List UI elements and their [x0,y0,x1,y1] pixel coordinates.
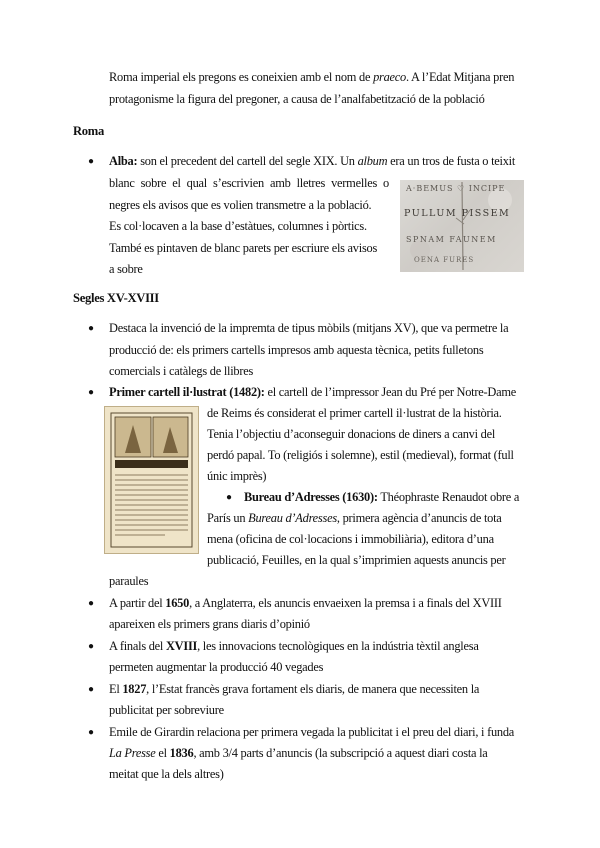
poster-illustration-icon [105,407,198,553]
bullet: ● [88,641,95,652]
bullet: ● [88,323,95,334]
inscription-line: SPNAM FAUNEM [406,235,497,244]
bullet: ● [88,598,95,609]
segles-item-1-line-1: Destaca la invenció de la impremta de tipus mòbils (mitjans XV), que va permetre la [109,321,509,335]
segles-item-2-line-3: Tenia l’objectiu d’aconseguir donacions de diners a canvi del [207,427,496,441]
segles-item-4-line-2: apareixen els primers grans diaris d’opinió [109,617,310,631]
intro-line-2: protagonisme la figura del pregoner, a causa de l’analfabetització de la població [109,92,485,106]
segles-item-1-line-3: comercials i catàlegs de llibres [109,364,254,378]
album-line-5: També es pintaven de blanc parets per escriure els avisos [109,241,378,255]
segles-item-3-line-5: paraules [109,574,149,588]
segles-item-4-line-1: A partir del 1650, a Anglaterra, els anuncis envaeixen la premsa i a finals del XVIII [109,596,502,610]
segles-item-2-line-2: de Reims és considerat el primer cartell il·lustrat de la història. [207,406,502,420]
segles-item-5-line-2: permeten augmentar la producció 40 vegades [109,660,324,674]
inscription-line: PULLUM PISSEM [404,208,511,219]
bullet: ● [88,156,95,167]
album-line-1: Alba: son el precedent del cartell del segle XIX. Un album era un tros de fusta o teixit [109,154,516,168]
section-heading-roma: Roma [73,124,104,138]
segles-item-2-line-1: Primer cartell il·lustrat (1482): el cartell de l’impressor Jean du Pré per Notre-Dame [109,385,516,399]
segles-item-7-line-1: Emile de Girardin relaciona per primera vegada la publicitat i el preu del diari, i funda [109,725,515,739]
inscription-line: OENA FURES [414,256,475,264]
segles-item-5-line-1: A finals del XVIII, les innovacions tecnològiques en la indústria tèxtil anglesa [109,639,479,653]
segles-item-7-line-2: La Presse el 1836, amb 3/4 parts d’anuncis (la subscripció a aquest diari costa la [109,746,488,760]
segles-item-3-line-3: mena (oficina de col·locacions i immobiliària), editora d’una [207,532,494,546]
section-heading-segles: Segles XV-XVIII [73,291,159,305]
segles-item-7-line-3: meitat que la dels altres) [109,767,224,781]
album-line-3: negres els avisos que es volien transmetre a la població. [109,198,372,212]
bullet: ● [88,684,95,695]
segles-item-3-line-1: Bureau d’Adresses (1630): Théophraste Renaudot obre a [244,490,520,504]
album-line-2: blanc sobre el qual s’escrivien amb lletres vermelles o [109,176,389,190]
segles-item-3-line-2: París un Bureau d’Adresses, primera agència d’anuncis de tota [207,511,502,525]
segles-item-3-line-4: publicació, Feuilles, en la qual s’imprimien aquests anuncis per [207,553,506,567]
segles-item-2-line-4: perdó papal. To (religiós i solemne), estil (medieval), format (full [207,448,514,462]
roman-inscription-image [400,180,524,272]
segles-item-6-line-2: publicitat per sobreviure [109,703,224,717]
bullet: ● [226,492,233,503]
segles-item-1-line-2: producció de: els primers cartells impresos amb aquesta tècnica, petits fulletons [109,343,484,357]
album-line-6: a sobre [109,262,143,276]
album-line-4: Es col·locaven a la base d’estàtues, columnes i pòrtics. [109,219,367,233]
bullet: ● [88,387,95,398]
bullet: ● [88,727,95,738]
first-illustrated-poster-image [104,406,199,554]
inscription-line: A·BEMUS ♡ INCIPE [406,184,506,193]
intro-line-1: Roma imperial els pregons es coneixien amb el nom de praeco. A l’Edat Mitjana pren [109,70,515,84]
segles-item-2-line-5: únic imprès) [207,469,267,483]
segles-item-6-line-1: El 1827, l’Estat francès grava fortament els diaris, de manera que necessiten la [109,682,480,696]
